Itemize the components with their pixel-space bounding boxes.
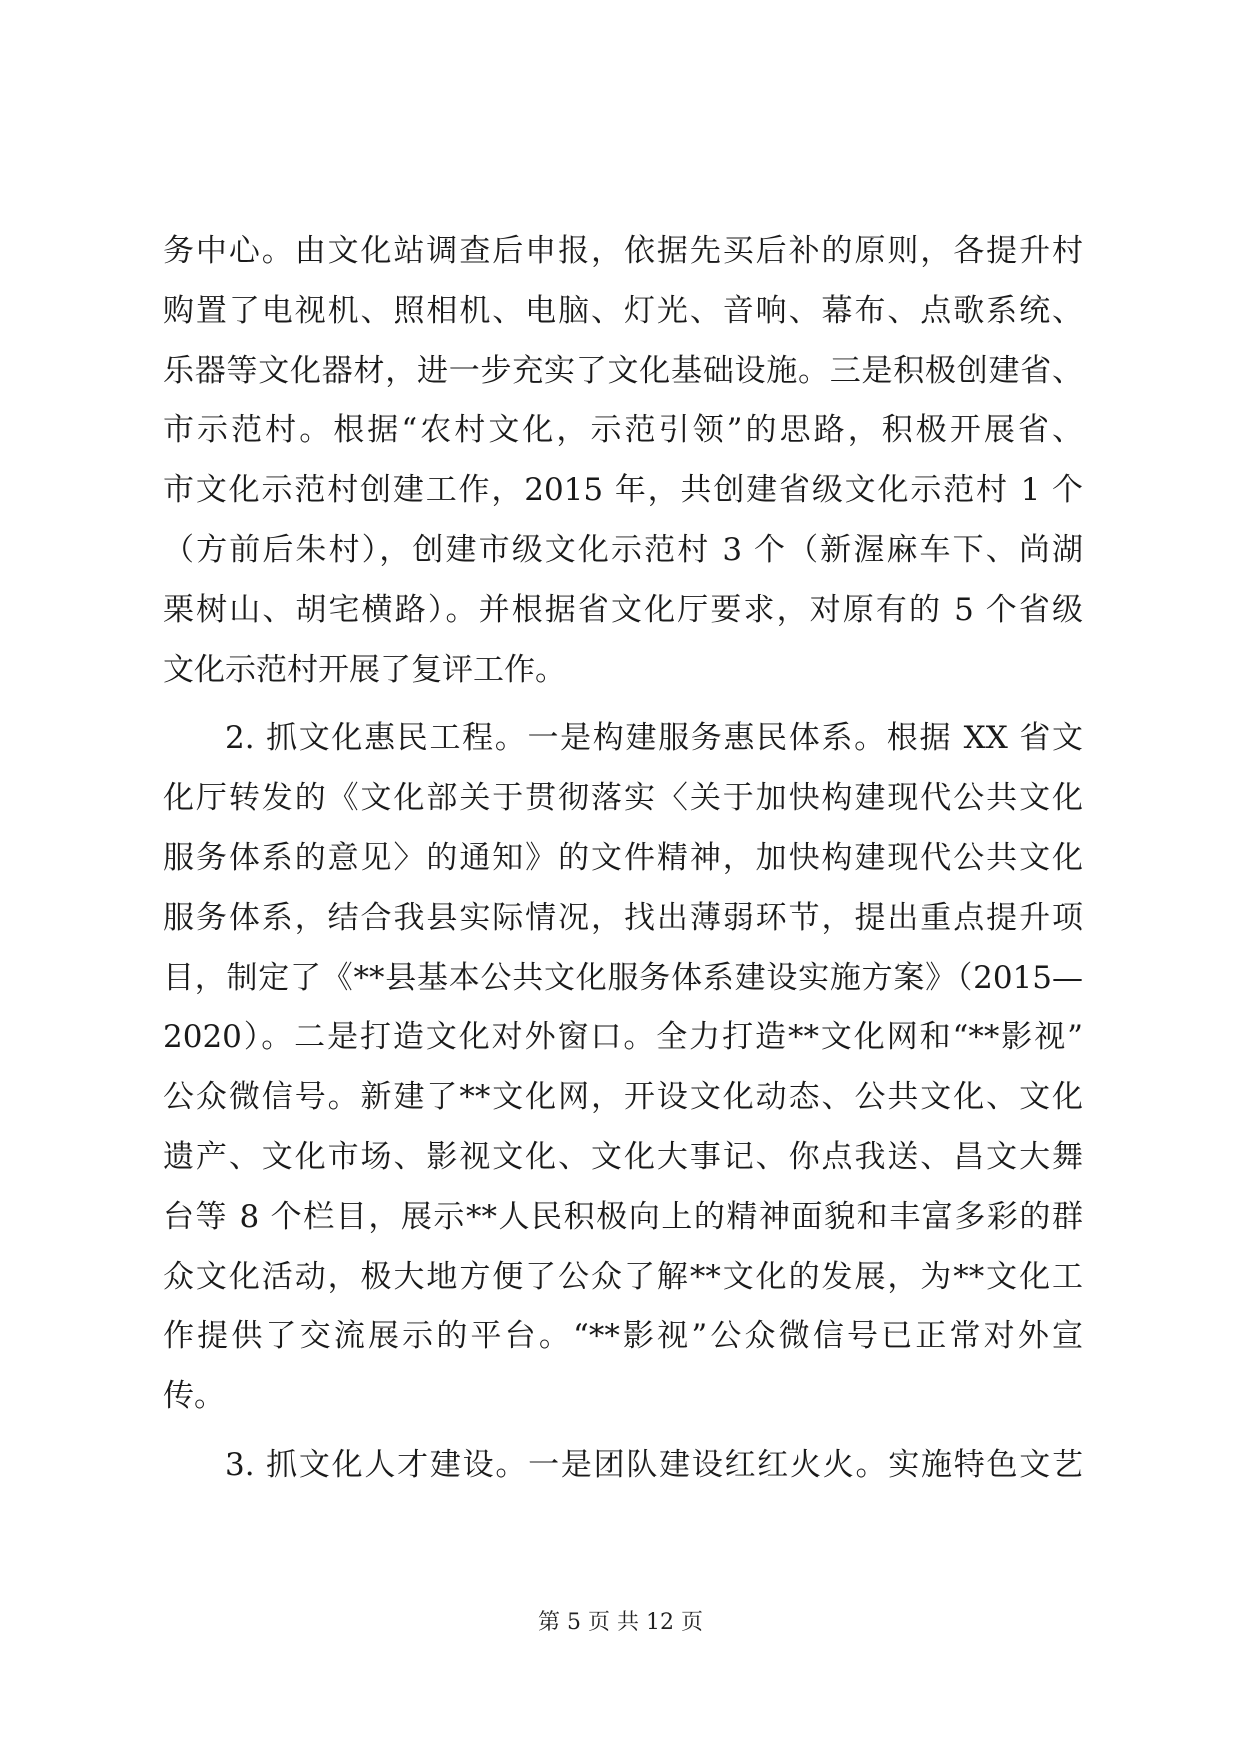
text-line: 化厅转发的《文化部关于贯彻落实〈关于加快构建现代公共文化 [163,780,1083,817]
text-line: 作提供了交流展示的平台。“**影视”公众微信号已正常对外宣 [163,1318,1083,1355]
text-line: 市示范村。根据“农村文化，示范引领”的思路，积极开展省、 [163,412,1083,449]
text-line: 众文化活动，极大地方便了公众了解**文化的发展，为**文化工 [163,1258,1083,1295]
paragraph-1 [163,222,1083,700]
text-line: 2. 抓文化惠民工程。一是构建服务惠民体系。根据 XX 省文 [225,720,1083,757]
text-line: 2020）。二是打造文化对外窗口。全力打造**文化网和“**影视” [163,1019,1083,1056]
text-line: 3. 抓文化人才建设。一是团队建设红红火火。实施特色文艺 [225,1446,1083,1483]
paragraph-2 [163,709,1083,1427]
text-line: 公众微信号。新建了**文化网，开设文化动态、公共文化、文化 [163,1079,1083,1116]
text-line: 购置了电视机、照相机、电脑、灯光、音响、幕布、点歌系统、 [163,292,1083,329]
text-line: 服务体系，结合我县实际情况，找出薄弱环节，提出重点提升项 [163,899,1083,936]
text-line: 文化示范村开展了复评工作。 [163,651,566,688]
text-line: 台等 8 个栏目，展示**人民积极向上的精神面貌和丰富多彩的群 [163,1198,1083,1235]
text-line: 传。 [163,1378,225,1415]
text-line: 栗树山、胡宅横路）。并根据省文化厅要求，对原有的 5 个省级 [163,591,1083,628]
paragraph-spacer [163,1427,1083,1436]
paragraph-spacer [163,700,1083,709]
text-line: 服务体系的意见〉的通知》的文件精神，加快构建现代公共文化 [163,839,1083,876]
text-line: （方前后朱村），创建市级文化示范村 3 个（新渥麻车下、尚湖 [163,531,1083,568]
page-number-label: 第 5 页 共 12 页 [538,1610,703,1635]
paragraph-3 [163,1436,1083,1496]
body-text [163,222,1083,1496]
page-footer [0,1608,1241,1638]
text-line: 乐器等文化器材，进一步充实了文化基础设施。三是积极创建省、 [163,352,1083,389]
text-line: 目，制定了《**县基本公共文化服务体系建设实施方案》（2015— [163,959,1083,996]
text-line: 市文化示范村创建工作，2015 年，共创建省级文化示范村 1 个 [163,472,1083,509]
text-line: 遗产、文化市场、影视文化、文化大事记、你点我送、昌文大舞 [163,1138,1083,1175]
text-line: 务中心。由文化站调查后申报，依据先买后补的原则，各提升村 [163,233,1083,269]
